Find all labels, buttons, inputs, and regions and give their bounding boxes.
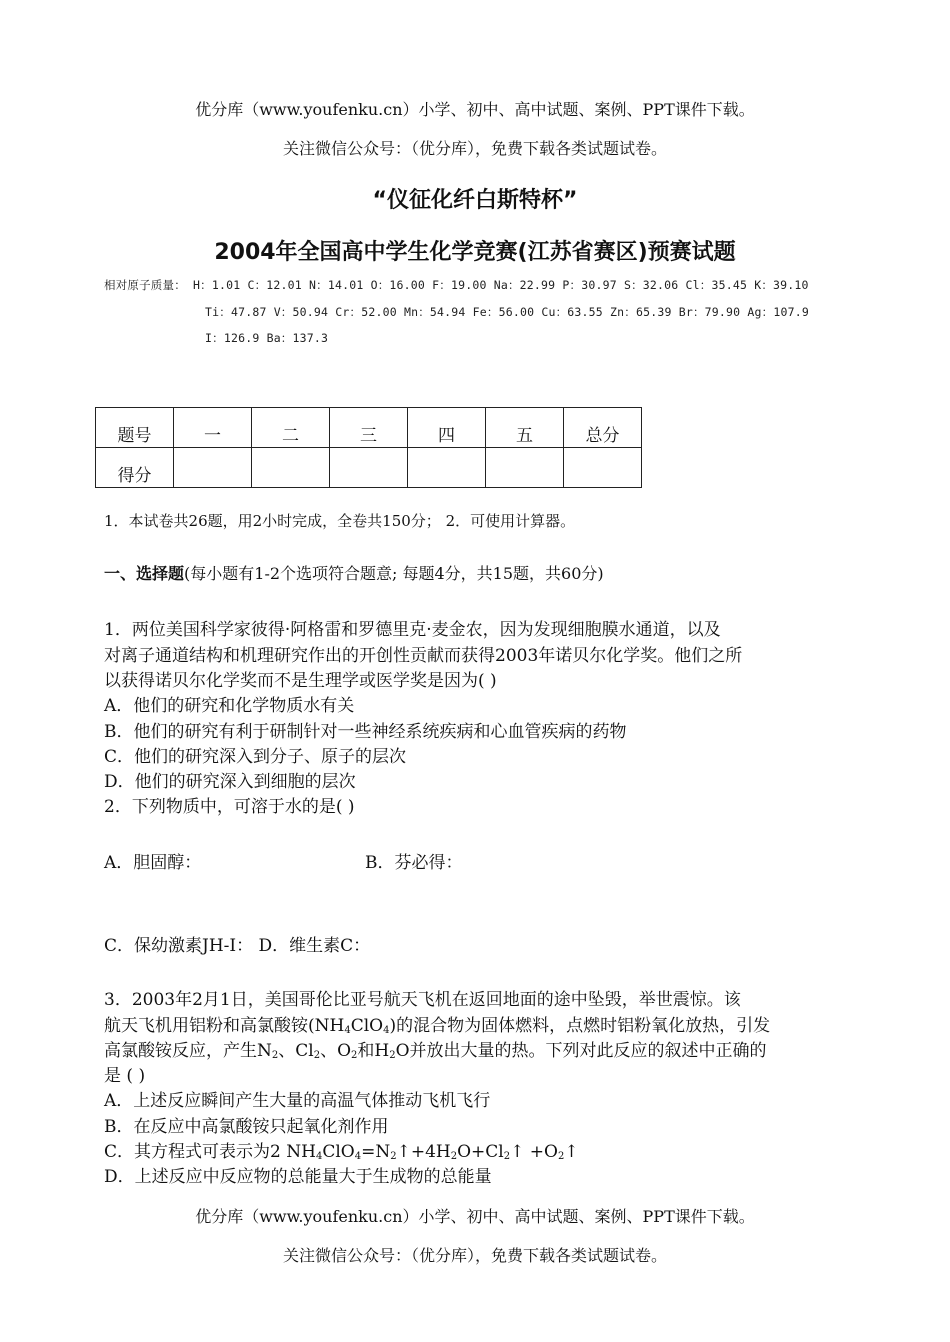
atomic-mass-line-1: 相对原子质量： H：1.01 C：12.01 N：14.01 O：16.00 F：19.00 Na：22.99 P：30.97 S：32.06 Cl：35.45 K：39.10 [104,278,809,292]
score-header-cell: 二 [252,408,330,448]
q1-option-a: A．他们的研究和化学物质水有关 [104,696,355,716]
header-line-1: 优分库（www.youfenku.cn）小学、初中、高中试题、案例、PPT课件下载。 [195,100,755,119]
score-table-header-row [96,408,642,448]
score-cell [486,448,564,488]
q3-stem-line-2: 航天飞机用铝粉和高氯酸铵$(NH_4ClO_4)$的混合物为固体燃料，点燃时铝粉氧化放热，引发 [104,1016,771,1036]
score-table-score-row [96,448,642,488]
score-cell [252,448,330,488]
cup-title: “仪征化纤白斯特杯” [372,188,578,213]
q3-stem-line-1: 3．2003年2月1日，美国哥伦比亚号航天飞机在返回地面的途中坠毁，举世震惊。该 [104,990,741,1010]
q1-stem-line-2: 对离子通道结构和机理研究作出的开创性贡献而获得2003年诺贝尔化学奖。他们之所 [104,646,743,666]
q3-option-d: D．上述反应中反应物的总能量大于生成物的总能量 [104,1167,492,1187]
q3-option-b: B．在反应中高氯酸铵只起氧化剂作用 [104,1117,389,1137]
section-title: 一、选择题 [104,564,185,583]
q3-stem-line-4: 是 ( ) [104,1066,146,1086]
exam-title: 2004年全国高中学生化学竞赛(江苏省赛区)预赛试题 [214,240,736,265]
instructions: 1．本试卷共26题，用2小时完成，全卷共150分； 2．可使用计算器。 [104,512,576,530]
score-row-label: 得分 [96,448,174,488]
atomic-mass-line-2: Ti：47.87 V：50.94 Cr：52.00 Mn：54.94 Fe：56.00 Cu：63.55 Zn：65.39 Br：79.90 Ag：107.9 [205,305,809,319]
q2-option-c-d: C．保幼激素JH-I： D．维生素C： [104,936,371,956]
q2-option-b: B．芬必得： [365,853,463,873]
score-header-cell: 五 [486,408,564,448]
q3-stem-line-3: 高氯酸铵反应，产生$N_2$、$Cl_2$、$O_2$和$H_2O$并放出大量的热。下列对此反应的叙述中正确的 [104,1041,767,1061]
section-heading [104,561,604,584]
atomic-mass-line-3: I：126.9 Ba：137.3 [205,331,329,345]
score-header-cell: 四 [408,408,486,448]
score-cell [408,448,486,488]
score-cell [564,448,642,488]
score-cell [174,448,252,488]
q1-stem-line-1: 1．两位美国科学家彼得·阿格雷和罗德里克·麦金农，因为发现细胞膜水通道，以及 [104,620,721,640]
score-table [95,407,642,488]
q1-option-c: C．他们的研究深入到分子、原子的层次 [104,747,407,767]
q1-option-b: B．他们的研究有利于研制针对一些神经系统疾病和心血管疾病的药物 [104,722,627,742]
q3-option-a: A．上述反应瞬间产生大量的高温气体推动飞机飞行 [104,1091,491,1111]
score-header-cell: 一 [174,408,252,448]
q2-stem: 2．下列物质中，可溶于水的是( ) [104,797,355,817]
footer-line-2: 关注微信公众号：（优分库），免费下载各类试题试卷。 [282,1246,667,1265]
q2-option-a: A．胆固醇： [104,853,202,873]
q1-stem-line-3: 以获得诺贝尔化学奖而不是生理学或医学奖是因为( ) [104,671,497,691]
footer-line-1: 优分库（www.youfenku.cn）小学、初中、高中试题、案例、PPT课件下载。 [195,1207,755,1226]
score-header-cell: 总分 [564,408,642,448]
score-cell [330,448,408,488]
section-description: (每小题有1-2个选项符合题意; 每题4分，共15题，共60分) [184,564,604,583]
q1-option-d: D．他们的研究深入到细胞的层次 [104,772,356,792]
q3-option-c: C．其方程式可表示为2 $NH_4ClO_4=N_2↑+4H_2O+Cl_2↑$ $+O_2↑$ [104,1142,579,1162]
score-header-cell: 题号 [96,408,174,448]
score-header-cell: 三 [330,408,408,448]
header-line-2: 关注微信公众号：（优分库），免费下载各类试题试卷。 [282,139,667,158]
